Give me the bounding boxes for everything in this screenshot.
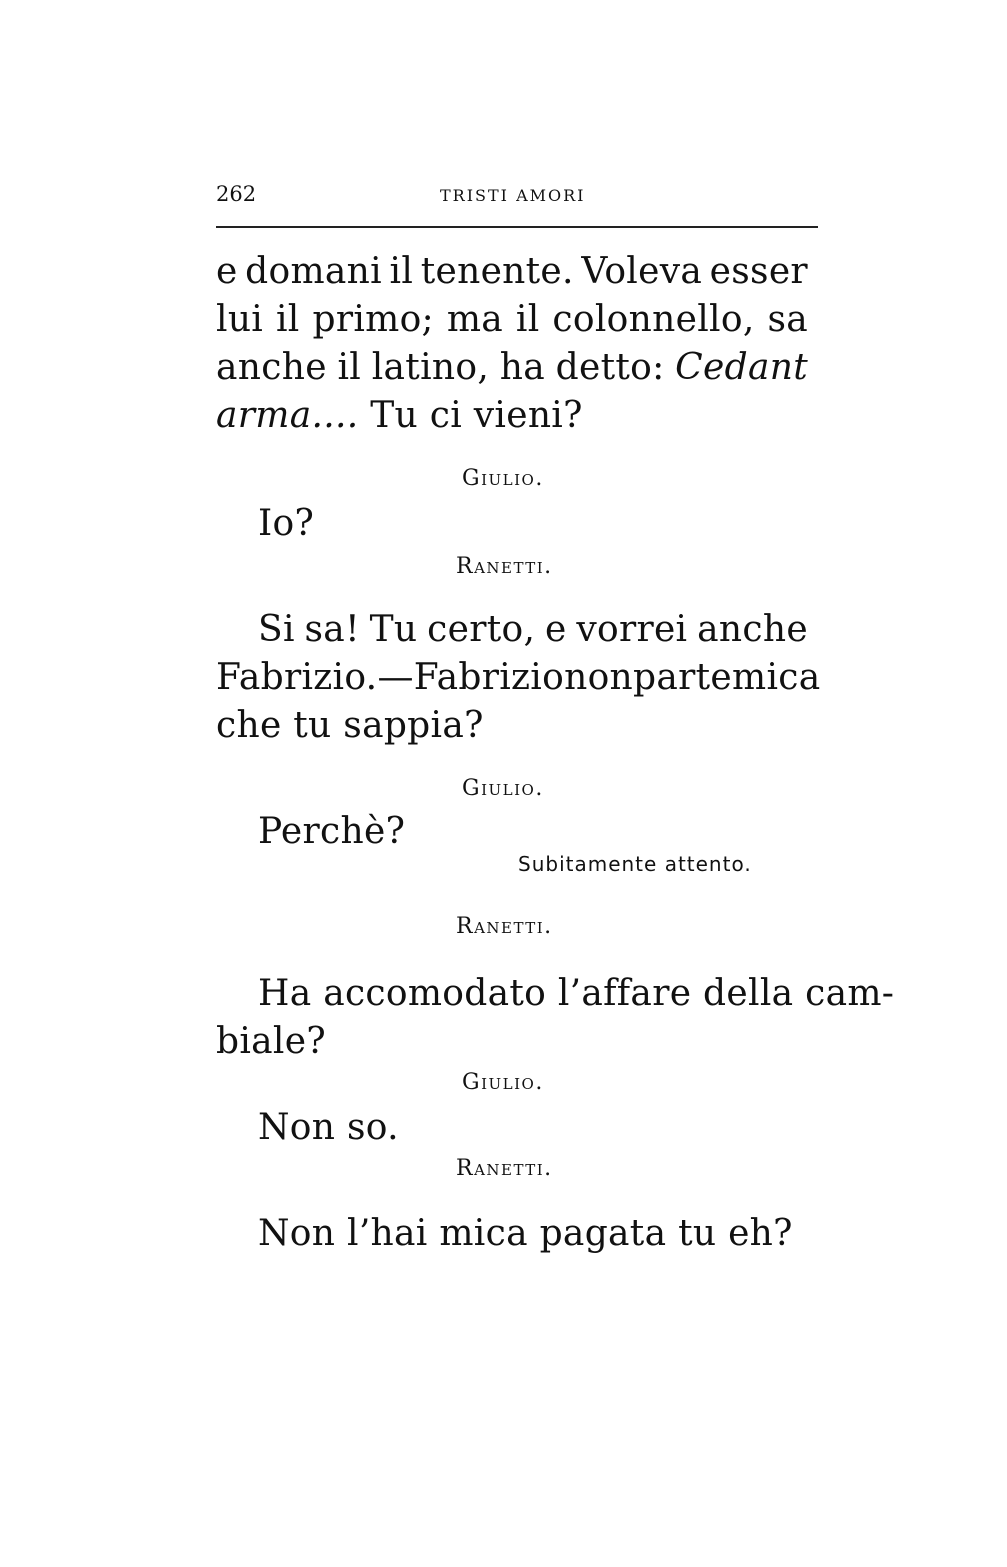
word: sa xyxy=(767,299,808,340)
word: il xyxy=(389,251,414,292)
word: domani xyxy=(245,251,382,292)
word: anche xyxy=(697,609,808,650)
word: colonnello, xyxy=(552,299,755,340)
word: primo; xyxy=(312,299,434,340)
speaker-name: Giulio. xyxy=(462,466,544,491)
word: esser xyxy=(709,251,808,292)
dialogue-line: Io? xyxy=(258,503,315,544)
word: tenente. xyxy=(420,251,574,292)
dialogue-line xyxy=(216,657,821,698)
stage-direction: Subitamente attento. xyxy=(518,852,752,876)
dialogue-line: biale? xyxy=(216,1021,326,1062)
word: Tu xyxy=(369,609,418,650)
word: detto: xyxy=(555,347,665,388)
word: e xyxy=(216,251,238,292)
word: — xyxy=(377,657,414,698)
word: Fabrizio. xyxy=(216,657,378,698)
text-line xyxy=(216,396,583,436)
word: sa! xyxy=(304,609,360,650)
word: il xyxy=(515,299,540,340)
word: il xyxy=(337,347,362,388)
running-title: TRISTI AMORI xyxy=(440,186,586,205)
speaker-name: Ranetti. xyxy=(456,554,553,579)
word: vorrei xyxy=(576,609,688,650)
word: certo, xyxy=(427,609,536,650)
dialogue-line xyxy=(258,610,808,650)
header-rule xyxy=(216,226,818,228)
word: ma xyxy=(446,299,504,340)
page-header xyxy=(216,182,818,212)
word: Fabrizio xyxy=(413,657,565,698)
dialogue-line: che tu sappia? xyxy=(216,705,484,746)
word: e xyxy=(544,609,567,650)
text-line xyxy=(216,252,808,292)
dialogue-line: Non so. xyxy=(258,1107,399,1148)
text-line xyxy=(216,300,808,340)
word: non xyxy=(564,657,634,698)
word: Si xyxy=(258,609,295,650)
word: lui xyxy=(216,299,264,340)
speaker-name: Giulio. xyxy=(462,1070,544,1095)
dialogue-line: Ha accomodato l’affare della cam- xyxy=(258,973,895,1014)
page-number: 262 xyxy=(216,182,257,206)
italic-word: Cedant xyxy=(675,347,808,388)
text-line xyxy=(216,348,808,388)
word: Voleva xyxy=(581,251,703,292)
speaker-name: Ranetti. xyxy=(456,914,553,939)
speaker-name: Giulio. xyxy=(462,776,544,801)
dialogue-line: Non l’hai mica pagata tu eh? xyxy=(258,1213,793,1254)
word: parte xyxy=(633,657,733,698)
word: anche xyxy=(216,347,327,388)
italic-word: arma.... xyxy=(216,395,359,436)
word: latino, xyxy=(371,347,490,388)
word: mica xyxy=(732,657,821,698)
dialogue-line: Perchè? xyxy=(258,811,406,852)
word: ha xyxy=(499,347,545,388)
line-text: Tu ci vieni? xyxy=(370,395,583,436)
word: il xyxy=(275,299,300,340)
speaker-name: Ranetti. xyxy=(456,1156,553,1181)
